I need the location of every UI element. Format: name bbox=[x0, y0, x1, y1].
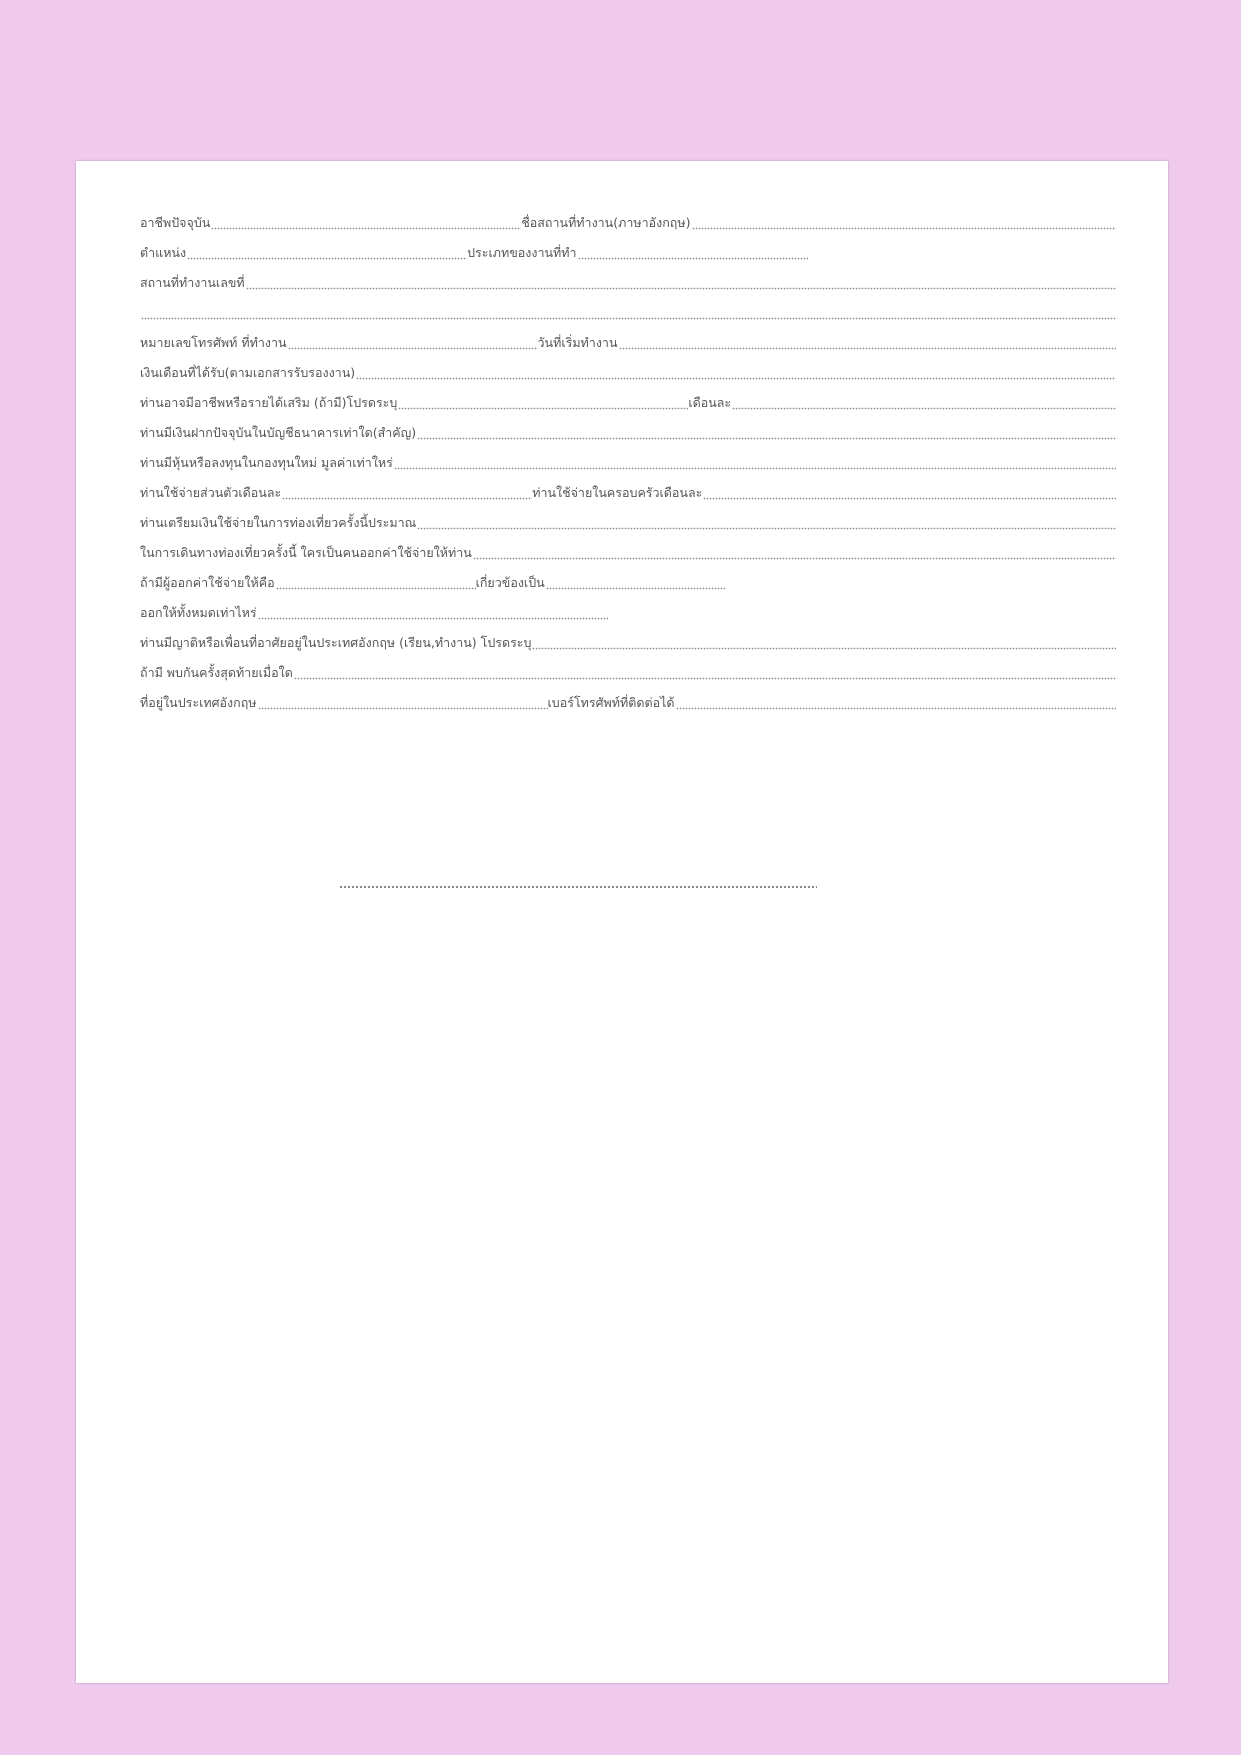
field-label: ที่อยู่ในประเทศอังกฤษ bbox=[140, 695, 257, 710]
form-row-travel-budget bbox=[140, 503, 1116, 533]
form-row-position bbox=[140, 233, 1116, 263]
field-label: ท่านใช้จ่ายในครอบครัวเดือนละ bbox=[532, 485, 703, 500]
blank-line bbox=[211, 227, 521, 230]
field-label: เบอร์โทรศัพท์ที่ติดต่อได้ bbox=[547, 695, 675, 710]
field-label: ท่านใช้จ่ายส่วนตัวเดือนละ bbox=[140, 485, 282, 500]
blank-line bbox=[692, 227, 1117, 230]
blank-line bbox=[676, 707, 1116, 710]
field-label: ในการเดินทางท่องเที่ยวครั้งนี้ ใครเป็นคนออกค่าใช้จ่ายให้ท่าน bbox=[140, 545, 472, 560]
field-label: เกี่ยวข้องเป็น bbox=[475, 575, 545, 590]
blank-line bbox=[473, 557, 1116, 560]
blank-line bbox=[141, 317, 1116, 320]
form-row-expenses bbox=[140, 473, 1116, 503]
blank-line bbox=[246, 287, 1116, 290]
blank-line bbox=[578, 257, 808, 260]
blank-line bbox=[258, 617, 608, 620]
blank-line bbox=[282, 497, 532, 500]
application-form bbox=[140, 203, 1116, 713]
field-label: สถานที่ทำงานเลขที่ bbox=[140, 275, 245, 290]
form-row-address-continued bbox=[140, 293, 1116, 323]
field-label: ประเภทของงานที่ทำ bbox=[467, 245, 577, 260]
blank-line bbox=[356, 377, 1116, 380]
form-row-travel-sponsor bbox=[140, 533, 1116, 563]
field-label: ชื่อสถานที่ทำงาน(ภาษาอังกฤษ) bbox=[521, 215, 691, 230]
blank-line bbox=[532, 647, 1116, 650]
form-row-workplace-address bbox=[140, 263, 1116, 293]
form-row-sponsor-name bbox=[140, 563, 1116, 593]
signature-line bbox=[339, 885, 817, 889]
field-label: ท่านมีญาติหรือเพื่อนที่อาศัยอยู่ในประเทศอังกฤษ (เรียน,ทำงาน) โปรดระบุ bbox=[140, 635, 532, 650]
blank-line bbox=[288, 347, 538, 350]
form-row-extra-income bbox=[140, 383, 1116, 413]
field-label: เดือนละ bbox=[688, 395, 732, 410]
form-row-occupation bbox=[140, 203, 1116, 233]
field-label: ออกให้ทั้งหมดเท่าไหร่ bbox=[140, 605, 257, 620]
blank-line bbox=[417, 437, 1116, 440]
field-label: วันที่เริ่มทำงาน bbox=[537, 335, 618, 350]
blank-line bbox=[187, 257, 467, 260]
form-row-uk-address bbox=[140, 683, 1116, 713]
field-label: ท่านมีหุ้นหรือลงทุนในกองทุนใหม่ มูลค่าเท่าใหร่ bbox=[140, 455, 393, 470]
field-label: ตำแหน่ง bbox=[140, 245, 187, 260]
form-row-sponsor-amount bbox=[140, 593, 1116, 623]
form-row-investments bbox=[140, 443, 1116, 473]
blank-line bbox=[294, 677, 1116, 680]
field-label: เงินเดือนที่ได้รับ(ตามเอกสารรับรองงาน) bbox=[140, 365, 356, 380]
blank-line bbox=[398, 407, 688, 410]
field-label: ท่านเตรียมเงินใช้จ่ายในการท่องเที่ยวครั้งนี้ประมาณ bbox=[140, 515, 417, 530]
blank-line bbox=[394, 467, 1116, 470]
field-label: ท่านมีเงินฝากปัจจุบันในบัญชีธนาคารเท่าใด(สำคัญ) bbox=[140, 425, 417, 440]
field-label: อาชีพปัจจุบัน bbox=[140, 215, 211, 230]
blank-line bbox=[619, 347, 1117, 350]
form-row-salary bbox=[140, 353, 1116, 383]
field-label: ท่านอาจมีอาชีพหรือรายได้เสริม (ถ้ามี)โปรดระบุ bbox=[140, 395, 398, 410]
field-label: ถ้ามีผู้ออกค่าใช้จ่ายให้คือ bbox=[140, 575, 275, 590]
blank-line bbox=[417, 527, 1116, 530]
field-label: ถ้ามี พบกันครั้งสุดท้ายเมื่อใด bbox=[140, 665, 293, 680]
form-row-last-met bbox=[140, 653, 1116, 683]
blank-line bbox=[703, 497, 1116, 500]
blank-line bbox=[276, 587, 476, 590]
blank-line bbox=[258, 707, 548, 710]
blank-line bbox=[732, 407, 1116, 410]
field-label: หมายเลขโทรศัพท์ ที่ทำงาน bbox=[140, 335, 287, 350]
form-row-bank-savings bbox=[140, 413, 1116, 443]
document-page bbox=[76, 161, 1168, 1683]
form-row-work-phone bbox=[140, 323, 1116, 353]
blank-line bbox=[546, 587, 726, 590]
form-row-relatives-uk bbox=[140, 623, 1116, 653]
